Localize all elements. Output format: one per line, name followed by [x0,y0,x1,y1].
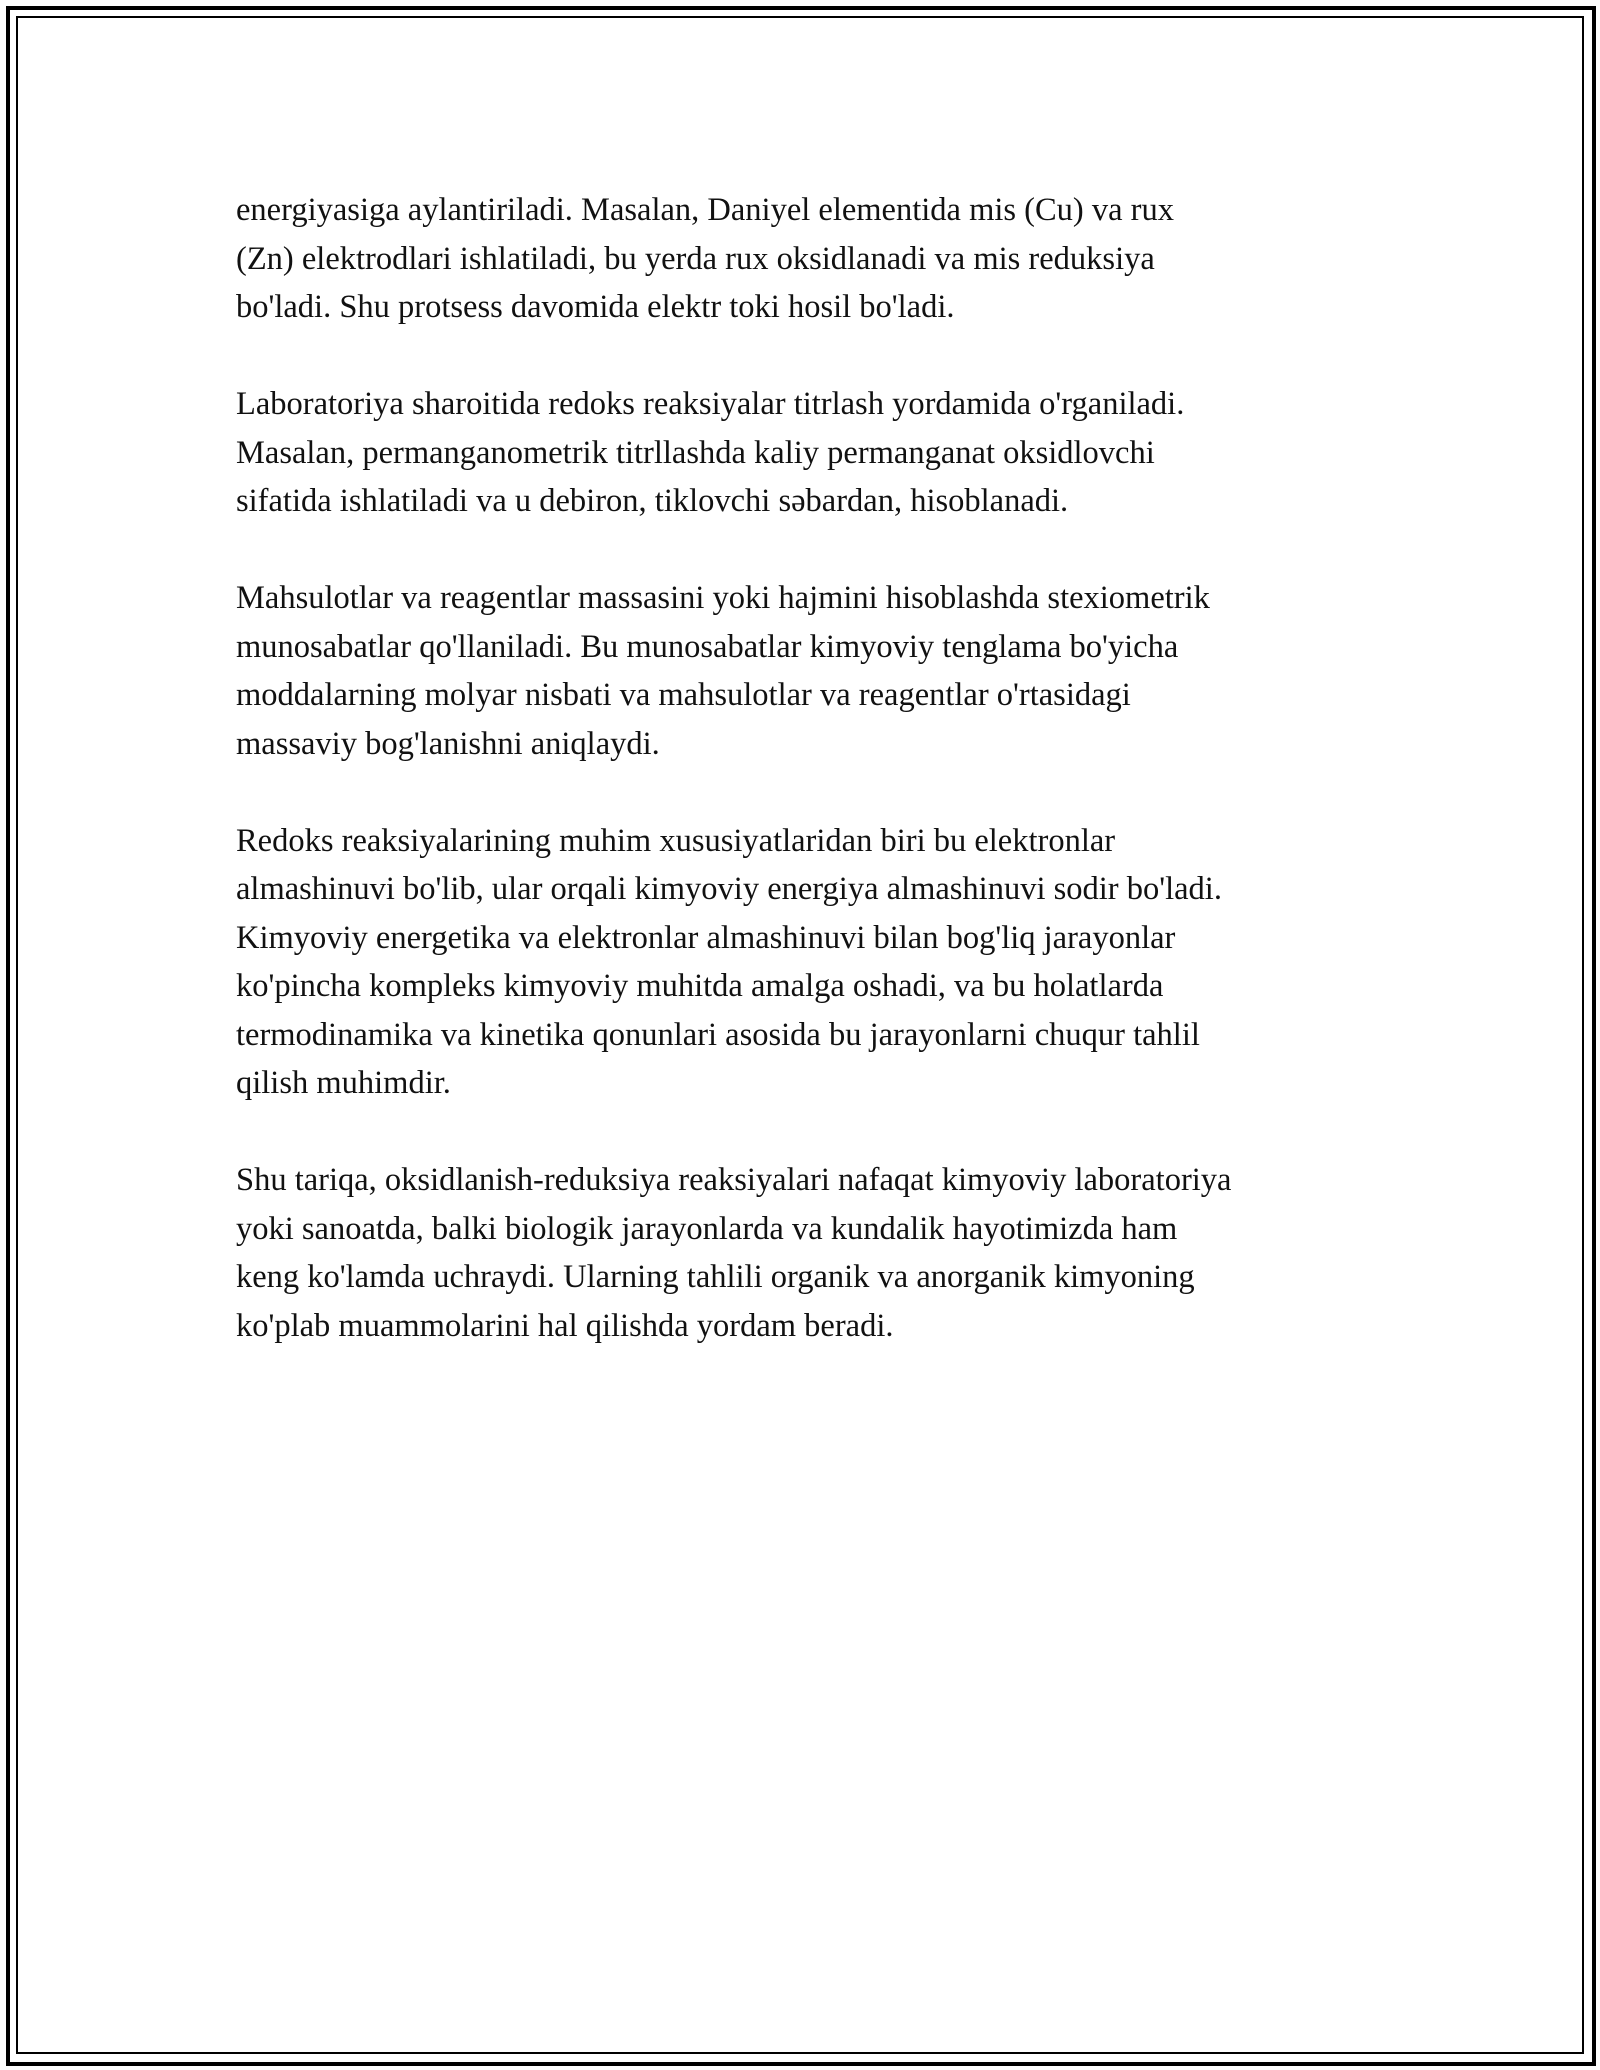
document-body [236,186,1376,1399]
text-line: almashinuvi bo'lib, ular orqali kimyoviy energiya almashinuvi sodir bo'ladi. [236,871,1222,907]
text-line: termodinamika va kinetika qonunlari asosida bu jarayonlarni chuqur tahlil [236,1016,1200,1053]
text-line: Shu tariqa, oksidlanish-reduksiya reaksiyalari nafaqat kimyoviy laboratoriya [236,1162,1232,1198]
text-line: Redoks reaksiyalarining muhim xususiyatlaridan biri bu elektronlar [236,822,1116,859]
paragraph-2 [236,380,1376,526]
text-line: qilish muhimdir. [236,1065,451,1101]
paragraph-4 [236,817,1376,1108]
text-line: Masalan, permanganometrik titrllashda kaliy permanganat oksidlovchi [236,434,1155,471]
text-line: bo'ladi. Shu protsess davomida elektr toki hosil bo'ladi. [236,289,955,325]
text-line: massaviy bog'lanishni aniqlaydi. [236,725,660,762]
text-line: sifatida ishlatiladi va u debiron, tiklovchi səbardan, hisoblanadi. [236,483,1069,519]
text-line: moddalarning molyar nisbati va mahsulotlar va reagentlar o'rtasidagi [236,677,1131,713]
text-line: energiyasiga aylantiriladi. Masalan, Daniyel elementida mis (Cu) va rux [236,192,1174,228]
text-line: Mahsulotlar va reagentlar massasini yoki hajmini hisoblashda stexiometrik [236,580,1210,616]
text-line: keng ko'lamda uchraydi. Ularning tahlili organik va anorganik kimyoning [236,1259,1195,1295]
text-line: (Zn) elektrodlari ishlatiladi, bu yerda rux oksidlanadi va mis reduksiya [236,240,1155,277]
paragraph-5 [236,1156,1376,1350]
text-line: ko'plab muammolarini hal qilishda yordam beradi. [236,1307,894,1344]
text-line: ko'pincha kompleks kimyoviy muhitda amalga oshadi, va bu holatlarda [236,968,1164,1004]
text-line: munosabatlar qo'llaniladi. Bu munosabatlar kimyoviy tenglama bo'yicha [236,628,1179,665]
text-line: Kimyoviy energetika va elektronlar almashinuvi bilan bog'liq jarayonlar [236,919,1176,956]
text-line: yoki sanoatda, balki biologik jarayonlarda va kundalik hayotimizda ham [236,1210,1178,1247]
paragraph-1 [236,186,1376,332]
paragraph-3 [236,574,1376,768]
text-line: Laboratoriya sharoitida redoks reaksiyalar titrlash yordamida o'rganiladi. [236,386,1185,422]
